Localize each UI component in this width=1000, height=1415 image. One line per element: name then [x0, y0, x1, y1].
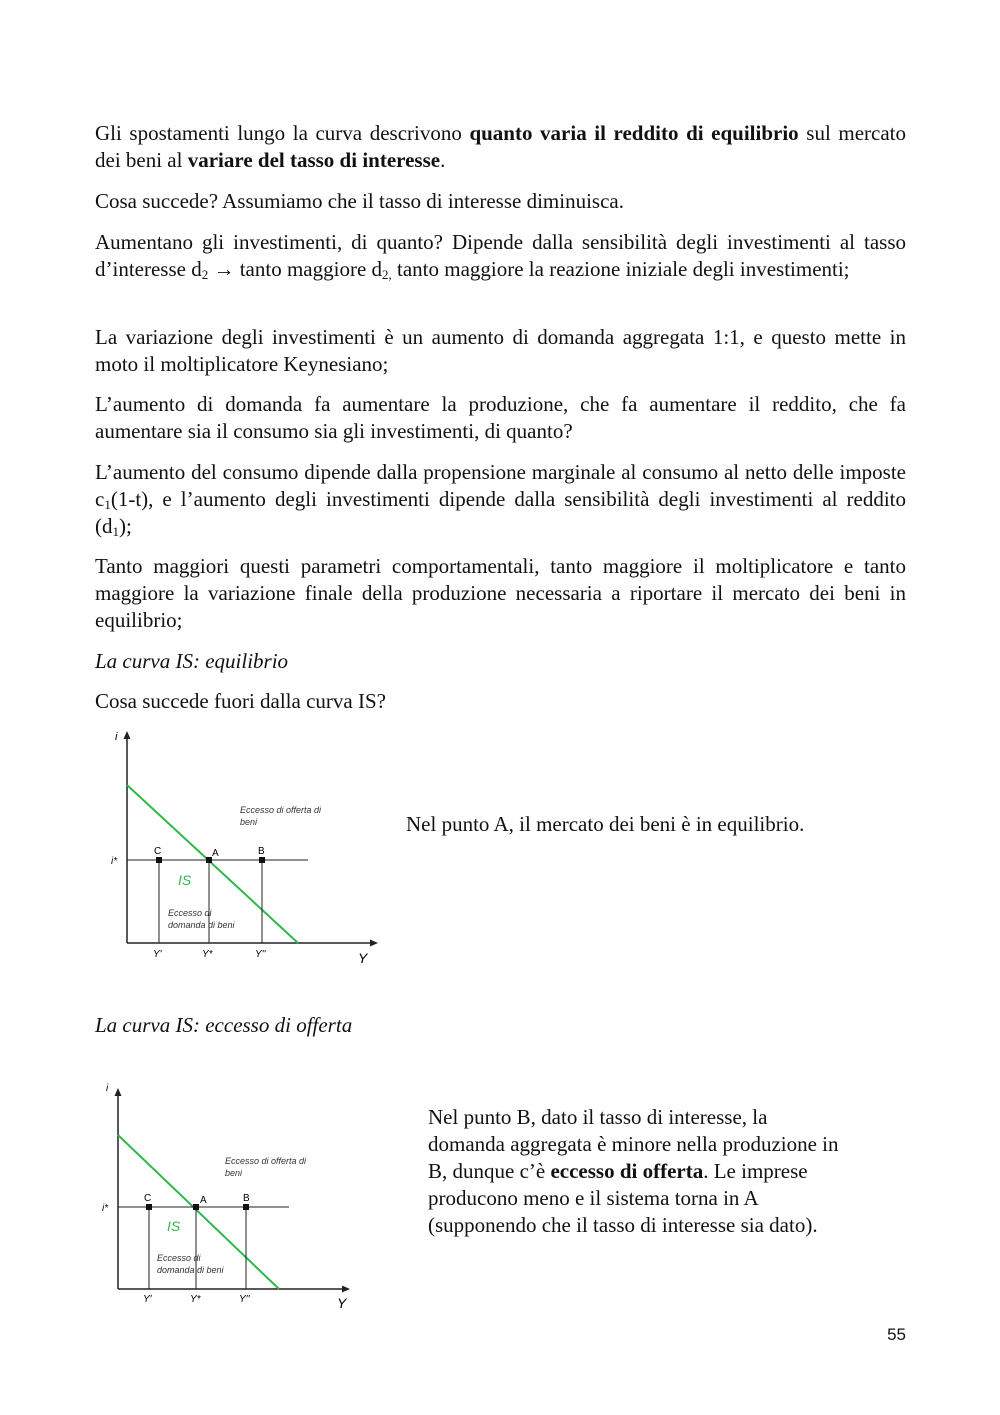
y-axis-arrow: [115, 1088, 122, 1096]
text-run: (1-t), e l’aumento degli investimenti dipende dalla sensibilità degli investimenti al reddito (d: [95, 487, 906, 538]
text-run: Nel punto B, dato il tasso di interesse, la domanda aggregata è minore nella produzione in B, dunque c’è: [428, 1105, 839, 1183]
text-run: Gli spostamenti lungo la curva descrivono: [95, 121, 470, 145]
point-a-label: A: [200, 1195, 207, 1206]
text-run: L’aumento del consumo dipende dalla propensione marginale al consumo al netto delle imposte c: [95, 460, 906, 511]
y-star-label: Y*: [202, 949, 213, 960]
point-c-marker: [146, 1204, 152, 1210]
heading-is-equilibrium: La curva IS: equilibrio: [95, 649, 289, 673]
point-b-label: B: [258, 846, 265, 857]
excess-demand-label-2: domanda di beni: [168, 920, 235, 930]
text-run: );: [119, 514, 132, 538]
y-axis-label: i: [106, 1083, 109, 1094]
point-a-label: A: [212, 848, 219, 859]
is-curve-figure-2: [92, 1082, 362, 1314]
point-c-label: C: [144, 1193, 152, 1204]
point-b-marker: [259, 857, 265, 863]
point-b-marker: [243, 1204, 249, 1210]
is-curve-figure-1: [100, 725, 390, 970]
paragraph-7: Tanto maggiori questi parametri comportamentali, tanto maggiore il moltiplicatore e tanto maggiore la variazione finale della produzione necessaria a riportare il mercato dei beni in equilibrio;: [95, 554, 906, 632]
i-star-label: i*: [111, 856, 118, 867]
excess-supply-label-2: beni: [240, 817, 258, 827]
is-curve-label: IS: [178, 872, 192, 888]
excess-supply-label: Eccesso di offerta di: [225, 1156, 307, 1166]
bold-text: eccesso di offerta: [550, 1159, 704, 1183]
y-double-label: Y'': [255, 949, 266, 960]
point-b-label: B: [243, 1193, 250, 1204]
text-run: tanto maggiore la reazione iniziale degli investimenti;: [391, 257, 850, 281]
paragraph-3: [95, 229, 906, 283]
paragraph-4: La variazione degli investimenti è un aumento di domanda aggregata 1:1, e questo mette in moto il moltiplicatore Keynesiano;: [95, 325, 906, 376]
subscript: 1: [104, 497, 111, 512]
subscript: 1: [112, 524, 119, 539]
text-run: Aumentano gli investimenti, di quanto? Dipende dalla sensibilità degli investimenti al tasso d’interesse d: [95, 230, 906, 281]
paragraph-2: Cosa succede? Assumiamo che il tasso di interesse diminuisca.: [95, 189, 624, 213]
text-run: .: [440, 148, 446, 172]
excess-demand-label: Eccesso di: [157, 1253, 201, 1263]
paragraph-6: [95, 459, 906, 540]
y-prime-label: Y': [153, 949, 162, 960]
subscript: 2,: [382, 267, 392, 282]
text-run: sul mercato dei beni al: [95, 121, 906, 172]
is-curve-label: IS: [167, 1218, 181, 1234]
paragraph-1: [95, 120, 906, 174]
is-curve-graph: [100, 725, 390, 970]
y-prime-label: Y': [143, 1294, 152, 1305]
excess-supply-label-2: beni: [225, 1168, 243, 1178]
x-axis-label: Y: [337, 1295, 347, 1311]
x-axis-label: Y: [358, 950, 368, 966]
y-axis-arrow: [124, 731, 131, 739]
y-double-label: Y'': [239, 1294, 250, 1305]
heading-is-excess-supply: La curva IS: eccesso di offerta: [95, 1013, 353, 1037]
bold-text: variare del tasso di interesse: [187, 148, 441, 172]
i-star-label: i*: [102, 1203, 109, 1214]
y-star-label: Y*: [190, 1294, 201, 1305]
excess-supply-label: Eccesso di offerta di: [240, 805, 322, 815]
text-run: . Le imprese producono meno e il sistema torna in A (supponendo che il tasso di interesse sia dato).: [428, 1159, 818, 1237]
excess-demand-label-2: domanda di beni: [157, 1265, 224, 1275]
point-c-marker: [156, 857, 162, 863]
excess-demand-label: Eccesso di: [168, 908, 212, 918]
side-text-point-a: Nel punto A, il mercato dei beni è in equilibrio.: [406, 812, 805, 836]
text-run: → tanto maggiore d: [208, 257, 383, 281]
subscript: 2: [201, 267, 209, 282]
is-curve-graph-2: [92, 1082, 362, 1314]
point-a-marker: [193, 1204, 199, 1210]
paragraph-5: L’aumento di domanda fa aumentare la produzione, che fa aumentare il reddito, che fa aumentare sia il consumo sia gli investimenti, di quanto?: [95, 392, 906, 443]
x-axis-arrow: [342, 1286, 350, 1293]
side-text-point-b: [428, 1104, 843, 1239]
bold-text: quanto varia il reddito di equilibrio: [469, 121, 799, 145]
x-axis-arrow: [370, 940, 378, 947]
paragraph-8: Cosa succede fuori dalla curva IS?: [95, 689, 386, 713]
point-c-label: C: [154, 846, 162, 857]
page-number: 55: [887, 1325, 906, 1344]
y-axis-label: i: [115, 731, 118, 743]
